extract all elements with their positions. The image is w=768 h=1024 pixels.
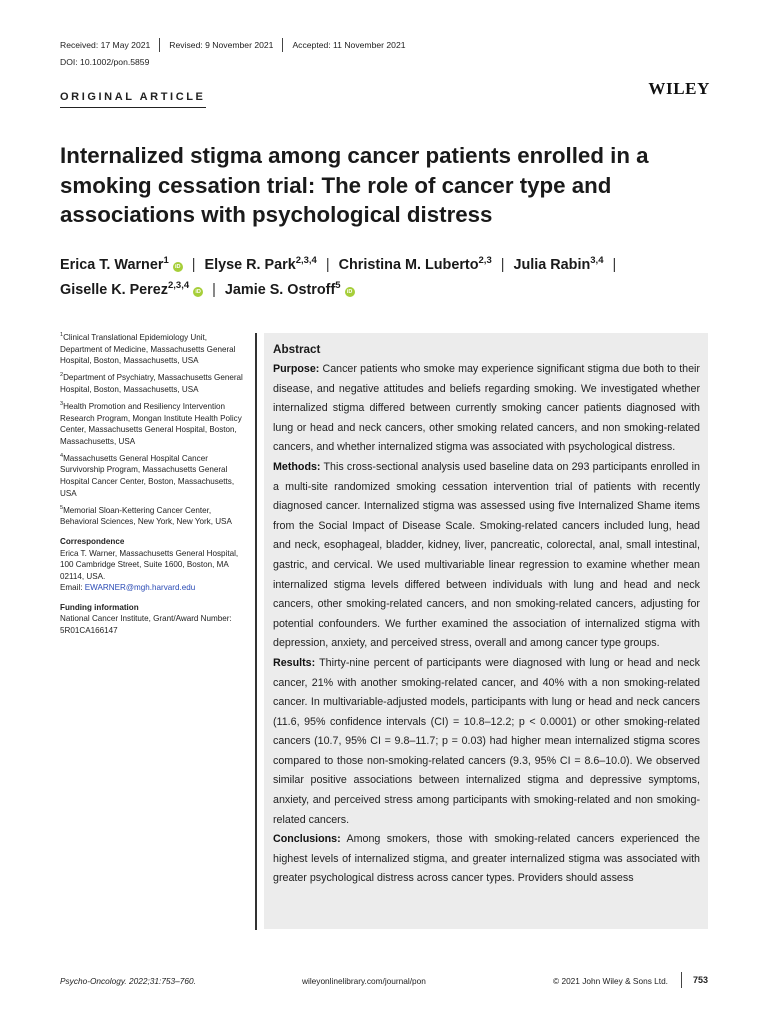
date-separator: [159, 38, 160, 52]
abstract-purpose: Purpose: Cancer patients who smoke may experience significant stigma due both to their disease, and negative attitudes and beliefs regarding smoking. We investigated whether internalized stigma differed between currently smoking cancer patients diagnosed with lung or head and neck cancers, other smoking related cancers, and non smoking-related cancers, and whether internalized stigma was associated with psychological distress.: [273, 363, 700, 454]
journal-website[interactable]: wileyonlinelibrary.com/journal/pon: [302, 976, 426, 986]
section-label: ORIGINAL ARTICLE: [60, 91, 206, 108]
funding-text: National Cancer Institute, Grant/Award Number: 5R01CA166147: [60, 614, 232, 636]
affiliation: $^1$Clinical Translational Epidemiology Unit, Department of Medicine, Massachusetts General Hospital, Boston, Massachusetts, USA: [60, 332, 236, 366]
footer-separator: [681, 972, 682, 988]
author: Giselle K. Perez$^{2,3,4}$iD: [60, 282, 203, 298]
correspondence: [60, 536, 250, 594]
copyright: © 2021 John Wiley & Sons Ltd.: [553, 976, 668, 986]
article-dates: [60, 38, 406, 52]
article-title: Internalized stigma among cancer patients enrolled in a smoking cessation trial: The role of cancer type and associations with psychological distress: [60, 143, 649, 227]
abstract-methods: Methods: This cross-sectional analysis used baseline data on 293 participants enrolled in a multi-site randomized smoking cessation intervention trial of patients with recently diagnosed cancer. Internalized stigma was assessed using five Internalized Shame items from the Social Impact of Disease Scale. Smoking-related cancers included lung, head and neck, esophageal, bladder, kidney, liver, pancreatic, colorectal, anal, small intestinal, gastric, and cervical. We used multivariable linear regression to examine whether mean internalized stigma levels differed between individuals with lung and head and neck cancers, other smoking-related cancers, and non smoking-related cancers, adjusting for potential confounders. We further examined the association of internalized stigma with depression, anxiety, and perceived stress, overall and among cancer type groups.: [273, 460, 700, 650]
column-divider: [255, 333, 257, 930]
author: Erica T. Warner$^1$iD: [60, 257, 183, 273]
author: Elyse R. Park$^{2,3,4}$: [204, 255, 317, 273]
doi: DOI: 10.1002/pon.5859: [60, 57, 150, 67]
orcid-icon[interactable]: iD: [193, 287, 203, 297]
correspondence-text: Erica T. Warner, Massachusetts General Hospital, 100 Cambridge Street, Suite 1600, Boston, MA 02114, USA.: [60, 548, 239, 581]
journal-citation: Psycho-Oncology. 2022;31:753–760.: [60, 976, 196, 986]
affiliations-column: [60, 332, 250, 645]
affiliation: $^4$Massachusetts General Hospital Cancer Survivorship Program, Massachusetts General Hospital Cancer Center, Boston, Massachusetts, USA: [60, 452, 235, 498]
abstract-conclusions: Conclusions: Among smokers, those with smoking-related cancers experienced the highest levels of internalized stigma, and greater internalized stigma was associated with greater psychological distress across cancer types. Providers should assess: [273, 833, 700, 885]
author: Jamie S. Ostroff$^5$iD: [225, 282, 355, 298]
abstract-box: [264, 333, 708, 929]
funding: [60, 602, 250, 637]
orcid-icon[interactable]: iD: [173, 262, 183, 272]
publisher-logo: WILEY: [648, 79, 710, 98]
author-list: Erica T. Warner$^1$iD | Elyse R. Park$^{2,3,4}$ | Christina M. Luberto$^{2,3}$ | Julia Rabin$^{3,4}$ | Giselle K. Perez$^{2,3,4}$iD | Jamie S. Ostroff$^5$iD: [60, 255, 617, 298]
author: Julia Rabin$^{3,4}$: [513, 255, 604, 273]
correspondence-email-line: Email: EWARNER@mgh.harvard.edu: [60, 583, 196, 593]
affiliation: $^3$Health Promotion and Resiliency Intervention Research Program, Mongan Institute Health Policy Center, Massachusetts General Hospital, Boston, Massachusetts, USA: [60, 400, 242, 446]
page-number: 753: [692, 975, 708, 985]
correspondence-heading: Correspondence: [60, 536, 125, 546]
funding-heading: Funding information: [60, 602, 139, 612]
page-footer: [60, 974, 708, 988]
received-date: Received: 17 May 2021: [60, 40, 151, 50]
abstract-heading: Abstract: [273, 343, 321, 356]
affiliation: $^2$Department of Psychiatry, Massachusetts General Hospital, Boston, Massachusetts, USA: [60, 372, 243, 394]
abstract-results: Results: Thirty-nine percent of participants were diagnosed with lung or head and neck cancer, 21% with another smoking-related cancer, and 40% with a non smoking-related cancer. In multivariable-adjusted models, participants with lung or head and neck cancers (11.6, 95% confidence intervals (CI) = 10.8–12.2; p < 0.0001) or other smoking-related cancers (10.7, 95% CI = 9.8–11.7; p = 0.03) had higher mean internalized stigma scores compared to those non-smoking-related cancers (9.3, 95% CI = 8.6–10.0). We observed similar positive associations between internalized stigma and depressive symptoms, anxiety, and perceived stress among participants with smoking-related and non smoking-related cancers.: [273, 656, 700, 826]
email-link[interactable]: EWARNER@mgh.harvard.edu: [84, 583, 196, 593]
revised-date: Revised: 9 November 2021: [169, 40, 274, 50]
date-separator: [282, 38, 283, 52]
affiliation: $^5$Memorial Sloan-Kettering Cancer Center, Behavioral Sciences, New York, New York, USA: [60, 504, 232, 527]
orcid-icon[interactable]: iD: [345, 287, 355, 297]
accepted-date: Accepted: 11 November 2021: [292, 40, 406, 50]
author: Christina M. Luberto$^{2,3}$: [338, 255, 492, 273]
